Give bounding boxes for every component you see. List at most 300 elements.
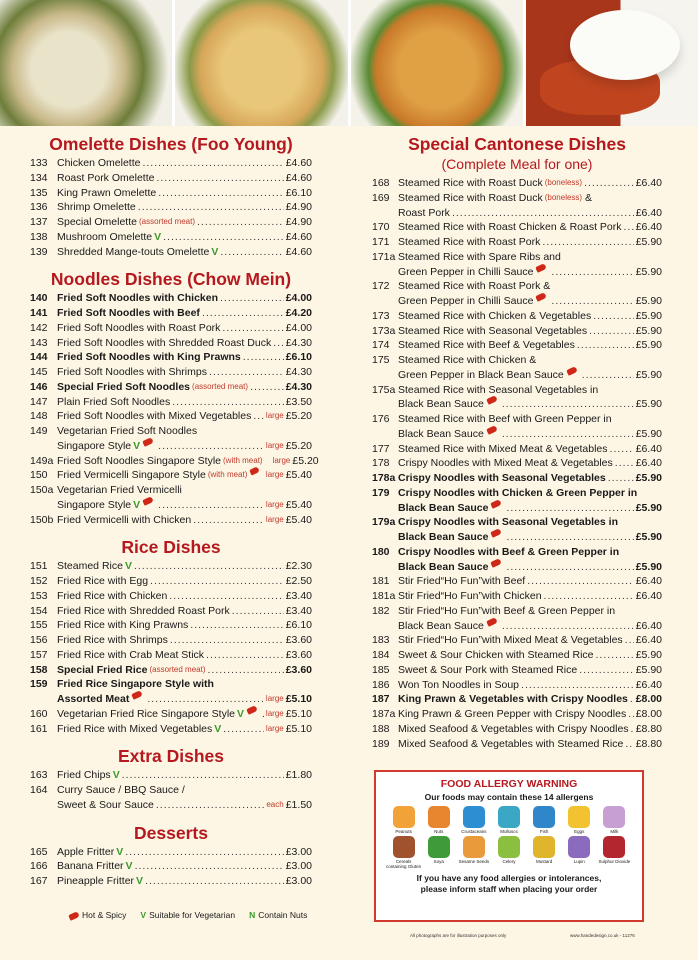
item-price: £6.40 xyxy=(635,590,662,602)
item-name: Steamed Rice with Roast Pork & xyxy=(398,280,551,293)
item-number: 163 xyxy=(30,769,48,782)
leader-dots xyxy=(544,589,634,604)
item-price: £3.40 xyxy=(285,604,312,617)
legend-nuts-label: Contain Nuts xyxy=(258,910,308,920)
item-name: Black Bean Sauce xyxy=(398,501,489,514)
item-number: 160 xyxy=(30,707,48,720)
item-price: £5.90 xyxy=(635,398,662,411)
leader-dots xyxy=(202,306,284,321)
item-number xyxy=(30,498,57,513)
item-price: £6.40 xyxy=(635,177,662,189)
allergen-icon-square xyxy=(428,806,450,828)
item-number: 158 xyxy=(30,663,48,676)
item-number: 184 xyxy=(372,649,390,661)
menu-item xyxy=(372,368,662,383)
allergen-label: Peanuts xyxy=(395,829,412,834)
allergen-icon-square xyxy=(393,806,415,828)
legend-nuts xyxy=(249,910,307,920)
allergen-icon xyxy=(491,806,526,834)
item-number xyxy=(30,798,57,813)
menu-item xyxy=(372,353,662,368)
leader-dots xyxy=(163,230,284,245)
item-name: Fried Rice with Crab Meat Stick xyxy=(57,648,205,661)
item-size: large xyxy=(265,694,284,703)
item-price: £5.90 xyxy=(635,663,662,676)
leader-dots xyxy=(232,604,284,619)
food-photo-fried-rice xyxy=(175,0,347,126)
left-column xyxy=(30,132,319,889)
leader-dots xyxy=(584,176,634,191)
item-name: Fried Soft Noodles with Roast Pork xyxy=(57,321,221,334)
leader-dots xyxy=(624,220,634,235)
menu-item xyxy=(30,483,312,498)
allergen-icon xyxy=(456,806,491,834)
menu-item xyxy=(30,783,312,798)
item-price: £1.50 xyxy=(285,798,312,811)
item-number: 156 xyxy=(30,634,48,646)
item-price: £4.20 xyxy=(285,307,312,319)
item-number: 151 xyxy=(30,560,48,573)
item-name: Steamed Rice with Seasonal Vegetables in xyxy=(398,383,599,396)
item-note: (assorted meat) xyxy=(192,381,249,391)
item-price: £5.90 xyxy=(635,368,662,381)
allergy-title: FOOD ALLERGY WARNING xyxy=(440,778,578,790)
item-price: £6.40 xyxy=(635,457,662,470)
menu-item xyxy=(30,874,312,889)
legend-veg xyxy=(140,910,235,920)
item-price: £4.60 xyxy=(285,157,312,169)
item-price: £4.30 xyxy=(285,336,312,349)
item-name: Crispy Noodles with Chicken & Green Pepper in xyxy=(398,486,638,499)
item-number: 170 xyxy=(372,221,390,234)
vegetarian-mark: V xyxy=(237,707,245,720)
menu-item xyxy=(372,707,662,722)
item-price: £6.40 xyxy=(635,619,662,632)
item-name: Black Bean Sauce xyxy=(398,531,489,543)
item-name: Black Bean Sauce xyxy=(398,398,484,411)
menu-item xyxy=(30,513,312,528)
item-price: £8.80 xyxy=(635,737,662,750)
item-size: large xyxy=(265,514,284,524)
leader-dots xyxy=(223,722,264,737)
item-name: Green Pepper in Chilli Sauce xyxy=(398,265,534,278)
item-price: £2.50 xyxy=(285,575,312,587)
item-price: £3.60 xyxy=(285,648,312,661)
item-name: Special Omelette xyxy=(57,216,137,228)
menu-item xyxy=(30,230,312,245)
menu-item xyxy=(30,633,312,648)
item-number xyxy=(372,397,398,412)
photo-disclaimer: All photographs are for illustration purposes only xyxy=(410,933,507,938)
leader-dots xyxy=(506,501,633,516)
menu-item xyxy=(30,245,312,260)
item-price: £6.40 xyxy=(635,575,662,588)
item-name: Fried Soft Noodles Singapore Style xyxy=(57,454,222,467)
vegetarian-mark: V xyxy=(112,769,120,782)
item-name: Stir Fried“Ho Fun”with Mixed Meat & Vegetables xyxy=(398,634,623,647)
menu-item xyxy=(30,321,312,336)
menu-item xyxy=(372,545,662,560)
leader-dots xyxy=(122,768,284,783)
item-number: 166 xyxy=(30,860,48,873)
item-number: 180 xyxy=(372,545,390,558)
leader-dots xyxy=(631,722,634,737)
menu-item xyxy=(372,722,662,737)
item-note: (with meat) xyxy=(207,470,248,480)
menu-item xyxy=(30,454,319,469)
menu-item xyxy=(372,648,662,663)
item-number: 133 xyxy=(30,157,48,169)
item-price: £3.00 xyxy=(285,860,312,873)
food-photo-noodles xyxy=(351,0,523,126)
item-note: (assorted meat) xyxy=(149,664,206,674)
item-number xyxy=(372,206,398,221)
chili-icon xyxy=(264,454,267,459)
menu-item xyxy=(30,677,312,692)
item-name: Shrimp Omelette xyxy=(57,201,136,214)
item-number: 164 xyxy=(30,784,48,796)
item-size: large xyxy=(272,455,291,465)
leader-dots xyxy=(628,707,634,722)
item-price: £4.00 xyxy=(285,321,312,334)
noodles-heading: Noodles Dishes (Chow Mein) xyxy=(50,269,292,290)
item-price: £4.90 xyxy=(285,201,312,214)
item-number: 175 xyxy=(372,354,390,366)
item-number: 185 xyxy=(372,663,390,676)
allergen-icon-square xyxy=(603,806,625,828)
menu-item xyxy=(372,235,662,250)
item-price: £6.40 xyxy=(635,442,662,455)
item-name: Singapore Style xyxy=(57,498,132,511)
leader-dots xyxy=(625,633,634,648)
item-name: Steamed Rice with Roast Pork xyxy=(398,236,541,248)
item-number: 142 xyxy=(30,321,48,334)
item-price: £5.10 xyxy=(285,693,312,705)
allergen-icon xyxy=(527,836,562,869)
menu-item xyxy=(30,186,312,201)
item-name: Black Bean Sauce xyxy=(398,427,484,440)
item-price: £6.10 xyxy=(285,619,312,632)
item-name: Mixed Seafood & Vegetables with Steamed Rice xyxy=(398,737,624,750)
leader-dots xyxy=(208,663,284,678)
food-photo-vegetables xyxy=(0,0,172,126)
allergen-label: Sulphur Dioxide xyxy=(598,859,631,864)
item-name: Green Pepper in Chilli Sauce xyxy=(398,295,534,307)
item-price: £5.20 xyxy=(292,454,319,467)
cantonese-subheading: (Complete Meal for one) xyxy=(441,156,593,172)
menu-item xyxy=(30,395,312,410)
menu-item xyxy=(372,619,662,634)
leader-dots xyxy=(262,707,264,722)
allergen-icon xyxy=(386,836,421,869)
leader-dots xyxy=(158,498,264,513)
item-price: £5.90 xyxy=(635,649,662,661)
menu-item xyxy=(30,171,312,186)
item-name: King Prawn & Vegetables with Crispy Noodles xyxy=(398,693,628,706)
allergen-icon xyxy=(421,806,456,834)
item-name: Sweet & Sour Sauce xyxy=(57,798,154,811)
item-number: 154 xyxy=(30,604,48,617)
omelette-list xyxy=(30,156,312,259)
item-name: Banana Fritter xyxy=(57,860,124,873)
menu-item xyxy=(372,324,662,339)
menu-item xyxy=(30,156,312,171)
menu-item xyxy=(372,383,662,398)
allergen-icon xyxy=(386,806,421,834)
item-size: large xyxy=(265,440,284,450)
menu-item xyxy=(30,559,312,574)
menu-item xyxy=(372,604,662,619)
item-name: Vegetarian Fried Vermicelli xyxy=(57,484,182,496)
item-name: Vegetarian Fried Rice Singapore Style xyxy=(57,707,236,720)
menu-item xyxy=(30,365,312,380)
item-number: 179 xyxy=(372,486,390,499)
menu-item xyxy=(372,294,662,309)
item-name: Fried Rice with Mixed Vegetables xyxy=(57,722,213,735)
item-name: Crispy Noodles with Seasonal Vegetables in xyxy=(398,516,618,529)
item-number: 181a xyxy=(372,590,396,602)
menu-item xyxy=(30,692,312,707)
item-size: each xyxy=(266,799,284,809)
menu-item xyxy=(372,220,662,235)
vegetarian-mark: V xyxy=(136,875,144,887)
menu-item xyxy=(372,589,662,604)
item-name: Pineapple Fritter xyxy=(57,875,135,887)
leader-dots xyxy=(147,692,264,707)
leader-dots xyxy=(158,439,264,454)
leader-dots xyxy=(542,235,633,250)
item-number: 144 xyxy=(30,351,48,364)
item-number: 167 xyxy=(30,875,48,887)
menu-item xyxy=(372,678,662,693)
allergen-icon xyxy=(562,806,597,834)
item-name: Shredded Mange-touts Omelette xyxy=(57,245,210,258)
leader-dots xyxy=(521,678,634,693)
item-price: £6.40 xyxy=(635,678,662,691)
allergy-footer xyxy=(376,873,642,895)
allergen-label: Fish xyxy=(539,829,549,834)
menu-item xyxy=(30,604,312,619)
item-number: 187a xyxy=(372,708,396,720)
allergen-label: Crustaceans xyxy=(461,829,487,834)
leader-dots xyxy=(150,574,284,589)
leader-dots xyxy=(551,294,633,309)
leader-dots xyxy=(452,206,634,221)
item-name: Stir Fried“Ho Fun”with Chicken xyxy=(398,590,542,602)
item-size: large xyxy=(265,499,284,509)
extra-heading: Extra Dishes xyxy=(117,746,225,767)
allergen-icon-square xyxy=(603,836,625,858)
menu-item xyxy=(372,279,662,294)
allergen-label: Sesame Seeds xyxy=(458,859,490,864)
menu-item xyxy=(372,737,662,752)
item-name: Fried Rice with Egg xyxy=(57,575,149,587)
item-name: Mixed Seafood & Vegetables with Crispy Noodles xyxy=(398,722,629,735)
item-number xyxy=(372,530,398,545)
item-number: 146 xyxy=(30,380,48,393)
right-column xyxy=(372,132,662,751)
item-name: Steamed Rice with Beef & Vegetables xyxy=(398,339,575,352)
item-name: Fried Soft Noodles with Chicken xyxy=(57,292,219,305)
menu-item xyxy=(30,859,312,874)
leader-dots xyxy=(253,409,264,424)
allergen-icon-square xyxy=(533,836,555,858)
item-name: Stir Fried“Ho Fun”with Beef & Green Pepper in xyxy=(398,604,616,617)
item-number: 150 xyxy=(30,469,48,482)
menu-item xyxy=(372,412,662,427)
item-name: Steamed Rice with Chicken & Vegetables xyxy=(398,309,592,322)
item-note: (boneless) xyxy=(544,192,583,202)
item-name: Green Pepper in Black Bean Sauce xyxy=(398,368,564,381)
item-size: large xyxy=(265,723,284,733)
veg-letter: V xyxy=(140,910,147,920)
allergen-icon-square xyxy=(463,806,485,828)
legend-hot-label: Hot & Spicy xyxy=(82,910,127,920)
menu-item xyxy=(30,380,312,395)
allergen-icon-square xyxy=(393,836,415,858)
menu-item xyxy=(30,618,312,633)
item-note: (boneless) xyxy=(544,178,583,187)
vegetarian-mark: V xyxy=(133,439,141,452)
allergen-icon xyxy=(421,836,456,869)
item-price: £5.40 xyxy=(285,513,312,526)
leader-dots xyxy=(158,186,284,201)
leader-dots xyxy=(138,200,284,215)
item-price: £5.90 xyxy=(635,309,662,322)
item-price: £3.50 xyxy=(285,395,312,408)
item-price: £5.20 xyxy=(285,410,312,423)
legend-hot xyxy=(66,910,126,920)
leader-dots xyxy=(577,338,634,353)
item-name: Apple Fritter xyxy=(57,845,115,858)
item-price: £6.40 xyxy=(635,634,662,647)
item-price: £4.60 xyxy=(285,171,312,184)
item-name: Fried Vermicelli with Chicken xyxy=(57,513,192,526)
item-price: £4.00 xyxy=(285,292,312,305)
allergy-warning-box xyxy=(374,770,644,922)
leader-dots xyxy=(273,336,284,351)
item-price: £3.00 xyxy=(285,845,312,858)
item-name-tail: & xyxy=(582,191,593,204)
item-number xyxy=(30,692,57,707)
menu-item xyxy=(372,560,662,575)
item-price: £5.20 xyxy=(285,439,312,452)
item-number xyxy=(372,619,398,634)
item-price: £5.90 xyxy=(635,472,662,484)
item-number: 186 xyxy=(372,678,390,691)
menu-item xyxy=(30,409,312,424)
menu-item xyxy=(372,397,662,412)
item-price: £4.60 xyxy=(285,245,312,258)
allergen-icon xyxy=(456,836,491,869)
menu-item xyxy=(30,468,312,483)
item-number: 175a xyxy=(372,383,396,396)
rice-list xyxy=(30,559,312,736)
item-size: large xyxy=(265,708,284,718)
menu-item xyxy=(372,191,662,206)
item-name: Fried Vermicelli Singapore Style xyxy=(57,469,206,482)
menu-item xyxy=(30,722,312,737)
allergen-icon-square xyxy=(568,806,590,828)
legend-veg-label: Suitable for Vegetarian xyxy=(149,910,236,920)
item-note: (with meat) xyxy=(223,455,263,465)
leader-dots xyxy=(222,321,283,336)
item-name: Steamed Rice with Beef with Green Pepper in xyxy=(398,413,612,425)
leader-dots xyxy=(506,560,633,575)
item-number: 147 xyxy=(30,395,48,408)
desserts-list xyxy=(30,845,312,889)
menu-item xyxy=(30,648,312,663)
menu-item xyxy=(30,439,312,454)
item-number: 171 xyxy=(372,236,390,248)
item-price: £3.60 xyxy=(285,663,312,676)
item-number: 155 xyxy=(30,619,48,632)
omelette-heading: Omelette Dishes (Foo Young) xyxy=(49,134,293,154)
allergen-icon-square xyxy=(463,836,485,858)
item-price: £3.00 xyxy=(285,875,312,887)
menu-item xyxy=(372,309,662,324)
allergy-footer-line1: If you have any food allergies or intolerances, xyxy=(416,873,602,883)
leader-dots xyxy=(551,265,633,280)
item-price: £8.00 xyxy=(635,708,662,720)
menu-item xyxy=(372,338,662,353)
leader-dots xyxy=(172,395,283,410)
item-number: 168 xyxy=(372,177,390,189)
menu-item xyxy=(30,336,312,351)
allergen-label: Molluscs xyxy=(500,829,518,834)
leader-dots xyxy=(190,618,283,633)
item-price: £6.10 xyxy=(285,186,312,199)
leader-dots xyxy=(610,442,634,457)
leader-dots xyxy=(134,559,284,574)
item-price: £4.60 xyxy=(285,230,312,243)
leader-dots xyxy=(156,171,283,186)
item-name: Fried Rice with Chicken xyxy=(57,589,168,602)
item-number xyxy=(372,265,398,280)
item-name: Fried Soft Noodles with King Prawns xyxy=(57,351,241,364)
item-name: Stir Fried“Ho Fun”with Beef xyxy=(398,575,526,588)
item-name: Fried Soft Noodles with Mixed Vegetables xyxy=(57,410,252,423)
allergen-icon xyxy=(491,836,526,869)
item-name: Fried Rice Singapore Style with xyxy=(57,678,214,691)
nuts-letter: N xyxy=(249,910,256,920)
item-price: £6.40 xyxy=(635,206,662,219)
leader-dots xyxy=(615,456,634,471)
leader-dots xyxy=(589,324,634,339)
item-price: £5.10 xyxy=(285,722,312,735)
menu-item xyxy=(30,215,312,230)
item-name: Steamed Rice with Seasonal Vegetables xyxy=(398,324,588,337)
item-price: £5.90 xyxy=(635,295,662,307)
item-price: £2.30 xyxy=(285,560,312,573)
item-name: Fried Soft Noodles with Shrimps xyxy=(57,366,207,378)
item-number: 137 xyxy=(30,216,48,228)
menu-item xyxy=(30,707,312,722)
vegetarian-mark: V xyxy=(124,560,132,573)
item-name: Steamed Rice with Roast Duck xyxy=(398,177,543,189)
menu-item xyxy=(372,692,662,707)
item-number: 140 xyxy=(30,292,48,305)
leader-dots xyxy=(593,309,634,324)
item-price: £1.80 xyxy=(285,769,312,782)
item-number: 135 xyxy=(30,186,48,199)
item-name: Assorted Meat xyxy=(57,693,130,705)
item-price: £6.10 xyxy=(285,351,312,364)
item-name: Fried Rice with Shredded Roast Pork xyxy=(57,604,230,617)
item-name: Sweet & Sour Pork with Steamed Rice xyxy=(398,663,578,676)
item-number: 173 xyxy=(372,309,390,322)
leader-dots xyxy=(630,692,634,707)
